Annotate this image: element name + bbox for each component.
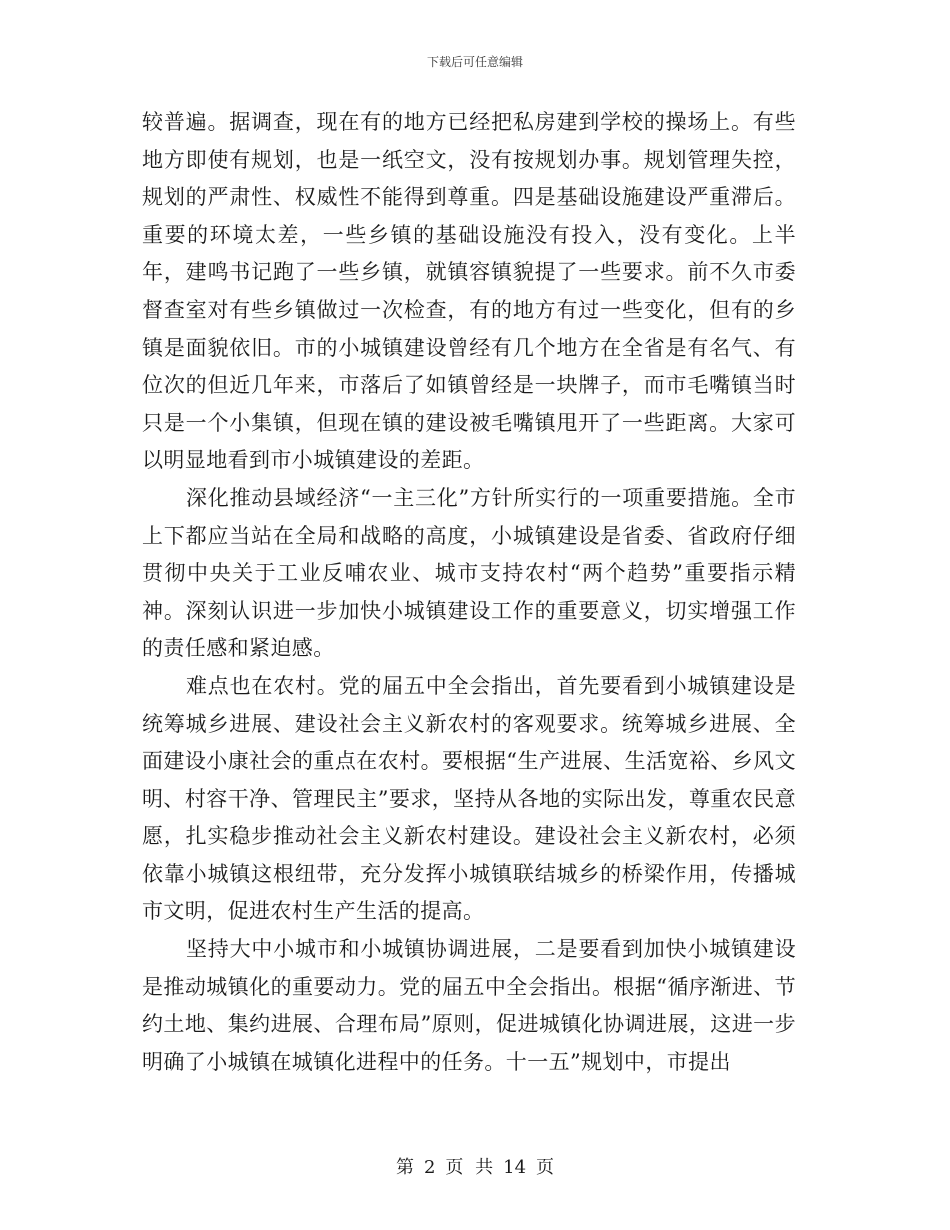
footer-prefix: 第: [395, 1157, 414, 1178]
document-body: [142, 104, 796, 1081]
paragraph-4: 坚持大中小城市和小城镇协调进展，二是要看到加快小城镇建设是推动城镇化的重要动力。党的届五中全会指出。根据“循序渐进、节约土地、集约进展、合理布局”原则，促进城镇化协调进展，这进一步明确了小城镇在城镇化进程中的任务。十一五”规划中，市提出: [142, 937, 796, 1074]
page-header-note: 下载后可任意编辑: [426, 55, 523, 69]
footer-page-number: 2: [423, 1157, 436, 1178]
page-footer: [0, 1153, 950, 1179]
footer-total-pages: 14: [503, 1157, 527, 1178]
paragraph-3: 难点也在农村。党的届五中全会指出，首先要看到小城镇建设是统筹城乡进展、建设社会主义新农村的客观要求。统筹城乡进展、全面建设小康社会的重点在农村。要根据“生产进展、生活宽裕、乡风文明、村容干净、管理民主”要求，坚持从各地的实际出发，尊重农民意愿，扎实稳步推动社会主义新农村建设。建设社会主义新农村，必须依靠小城镇这根纽带，充分发挥小城镇联结城乡的桥梁作用，传播城市文明，促进农村生产生活的提高。: [142, 673, 796, 924]
paragraph-1: 较普遍。据调查，现在有的地方已经把私房建到学校的操场上。有些地方即使有规划，也是一纸空文，没有按规划办事。规划管理失控，规划的严肃性、权威性不能得到尊重。四是基础设施建设严重滞后。重要的环境太差，一些乡镇的基础设施没有投入，没有变化。上半年，建鸣书记跑了一些乡镇，就镇容镇貌提了一些要求。前不久市委督查室对有些乡镇做过一次检查，有的地方有过一些变化，但有的乡镇是面貌依旧。市的小城镇建设曾经有几个地方在全省是有名气、有位次的但近几年来，市落后了如镇曾经是一块牌子，而市毛嘴镇当时只是一个小集镇，但现在镇的建设被毛嘴镇甩开了一些距离。大家可以明显地看到市小城镇建设的差距。: [142, 110, 796, 473]
footer-middle: 页 共: [445, 1157, 494, 1178]
paragraph-2: 深化推动县域经济“一主三化”方针所实行的一项重要措施。全市上下都应当站在全局和战略的高度，小城镇建设是省委、省政府仔细贯彻中央关于工业反哺农业、城市支持农村“两个趋势”重要指示精神。深刻认识进一步加快小城镇建设工作的重要意义，切实增强工作的责任感和紧迫感。: [142, 485, 796, 661]
footer-suffix: 页: [536, 1157, 555, 1178]
